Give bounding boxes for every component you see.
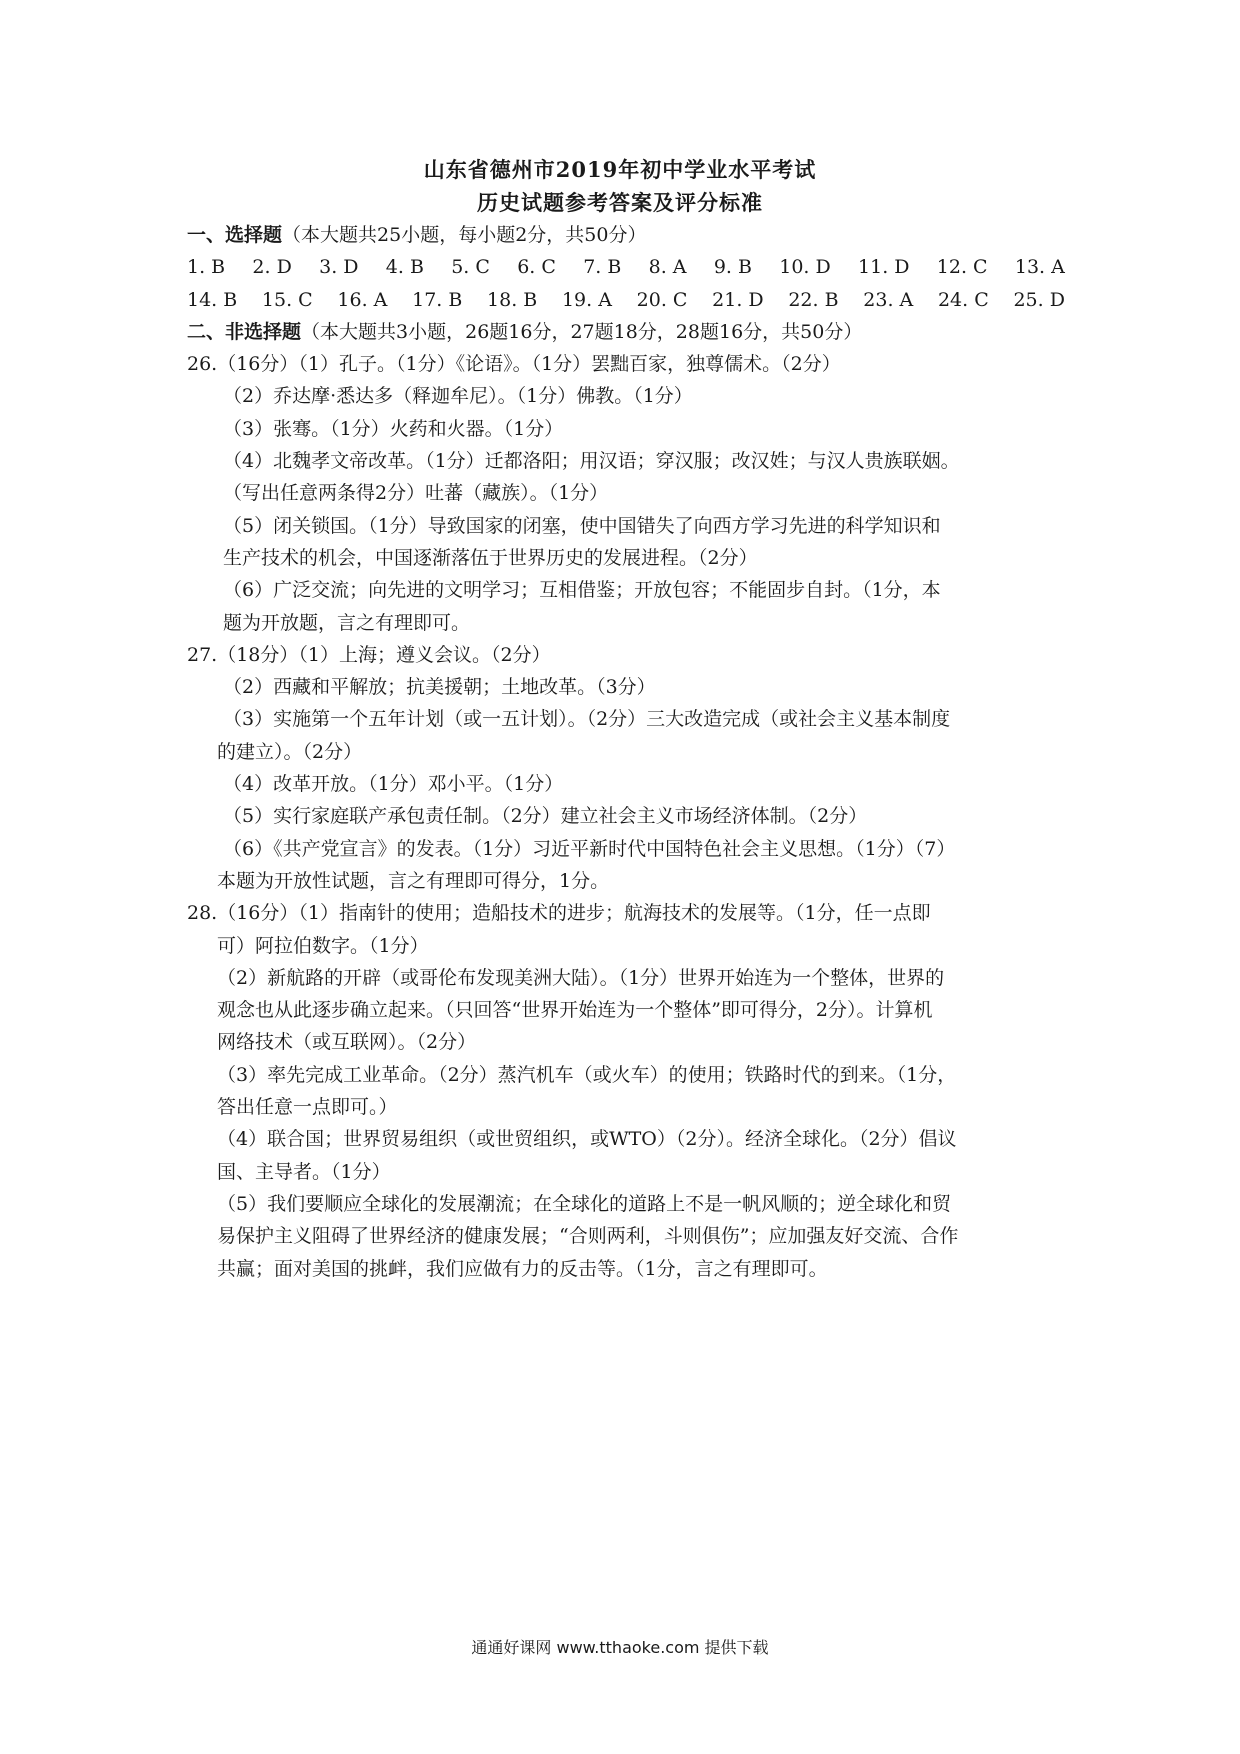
answer-item: 9. B (713, 256, 752, 279)
answer-item: 20. C (636, 288, 688, 311)
q28-line: 易保护主义阻碍了世界经济的健康发展；“合则两利，斗则俱伤”；应加强友好交流、合作 (217, 1225, 959, 1248)
answer-item: 17. B (412, 288, 463, 311)
q26-line: 26.（16分）（1）孔子。（1分）《论语》。（1分）罢黜百家，独尊儒术。（2分） (187, 353, 841, 376)
answer-item: 11. D (858, 256, 910, 279)
q26-line: 题为开放题，言之有理即可。 (223, 611, 471, 634)
answer-item: 18. B (487, 288, 538, 311)
q26-line: 生产技术的机会，中国逐渐落伍于世界历史的发展进程。（2分） (223, 546, 758, 569)
answer-item: 2. D (252, 256, 292, 279)
section-1-header (187, 219, 1077, 251)
q27-line: （5）实行家庭联产承包责任制。（2分）建立社会主义市场经济体制。（2分） (223, 805, 868, 828)
q26-line: （2）乔达摩·悉达多（释迦牟尼）。（1分）佛教。（1分） (223, 385, 693, 408)
answer-item: 16. A (337, 288, 388, 311)
answer-item: 13. A (1014, 256, 1065, 279)
answer-item: 6. C (517, 256, 556, 279)
answer-item: 10. D (779, 256, 831, 279)
q27-line: 27.（18分）（1）上海；遵义会议。（2分） (187, 643, 551, 666)
answer-item: 3. D (319, 256, 359, 279)
answer-item: 25. D (1013, 288, 1065, 311)
section-2-heading: 二、非选择题 (187, 320, 302, 343)
q27-line: （4）改革开放。（1分）邓小平。（1分） (223, 773, 564, 796)
q27-line: 本题为开放性试题，言之有理即可得分，1分。 (217, 869, 610, 892)
document-title: 山东省德州市2019年初中学业水平考试 (423, 157, 817, 182)
q28-line: （4）联合国；世界贸易组织（或世贸组织，或WTO）（2分）。经济全球化。（2分）倡议 (217, 1128, 957, 1151)
answer-item: 19. A (561, 288, 612, 311)
q27-line: （6）《共产党宣言》的发表。（1分）习近平新时代中国特色社会主义思想。（1分）（7） (223, 837, 956, 860)
section-1-heading: 一、选择题 (187, 224, 283, 246)
q28-line: （3）率先完成工业革命。（2分）蒸汽机车（或火车）的使用；铁路时代的到来。（1分， (217, 1063, 957, 1086)
answer-item: 23. A (863, 288, 914, 311)
answer-item: 21. D (712, 288, 764, 311)
q28-line: 28.（16分）（1）指南针的使用；造船技术的进步；航海技术的发展等。（1分，任一点即 (187, 902, 931, 925)
answer-item: 5. C (451, 256, 490, 279)
answer-item: 22. B (788, 288, 839, 311)
q26-line: （写出任意两条得2分）吐蕃（藏族）。（1分） (223, 482, 609, 505)
q28-line: 答出任意一点即可。） (217, 1096, 398, 1119)
q26-line: （4）北魏孝文帝改革。（1分）迁都洛阳；用汉语；穿汉服；改汉姓；与汉人贵族联姻。 (223, 450, 960, 473)
download-footer: 通通好课网 www.tthaoke.com 提供下载 (471, 1638, 769, 1657)
q28-line: 共赢；面对美国的挑衅，我们应做有力的反击等。（1分，言之有理即可。 (217, 1257, 828, 1280)
q27-line: 的建立）。（2分） (217, 740, 363, 763)
answer-row-1 (187, 251, 1065, 283)
q28-line: 国、主导者。（1分） (217, 1160, 391, 1183)
q27-line: （2）西藏和平解放；抗美援朝；土地改革。（3分） (223, 676, 656, 699)
q28-line: （5）我们要顺应全球化的发展潮流；在全球化的道路上不是一帆风顺的；逆全球化和贸 (217, 1192, 952, 1215)
document-subtitle: 历史试题参考答案及评分标准 (477, 190, 763, 215)
answer-item: 12. C (936, 256, 988, 279)
answer-item: 8. A (648, 256, 687, 279)
answer-item: 24. C (937, 288, 989, 311)
q28-line: （2）新航路的开辟（或哥伦布发现美洲大陆）。（1分）世界开始连为一个整体，世界的 (217, 966, 945, 989)
answer-item: 1. B (187, 256, 226, 279)
answer-item: 4. B (385, 256, 424, 279)
q26-line: （6）广泛交流；向先进的文明学习；互相借鉴；开放包容；不能固步自封。（1分，本 (223, 579, 941, 602)
section-2-header (187, 316, 1077, 348)
section-2-desc: （本大题共3小题，26题16分，27题18分，28题16分，共50分） (301, 320, 863, 343)
q28-line: 网络技术（或互联网）。（2分） (217, 1031, 477, 1054)
section-1-desc: （本大题共25小题，每小题2分，共50分） (282, 224, 647, 246)
answer-item: 7. B (583, 256, 622, 279)
q27-line: （3）实施第一个五年计划（或一五计划）。（2分）三大改造完成（或社会主义基本制度 (223, 708, 951, 731)
q28-line: 观念也从此逐步确立起来。（只回答“世界开始连为一个整体”即可得分，2分）。计算机 (217, 999, 933, 1022)
answer-item: 14. B (187, 288, 238, 311)
answer-item: 15. C (261, 288, 313, 311)
answer-row-2 (187, 284, 1065, 316)
q28-line: 可）阿拉伯数字。（1分） (217, 934, 429, 957)
q26-line: （3）张骞。（1分）火药和火器。（1分） (223, 417, 564, 440)
q26-line: （5）闭关锁国。（1分）导致国家的闭塞，使中国错失了向西方学习先进的科学知识和 (223, 514, 941, 537)
answer-content (187, 219, 1077, 1285)
